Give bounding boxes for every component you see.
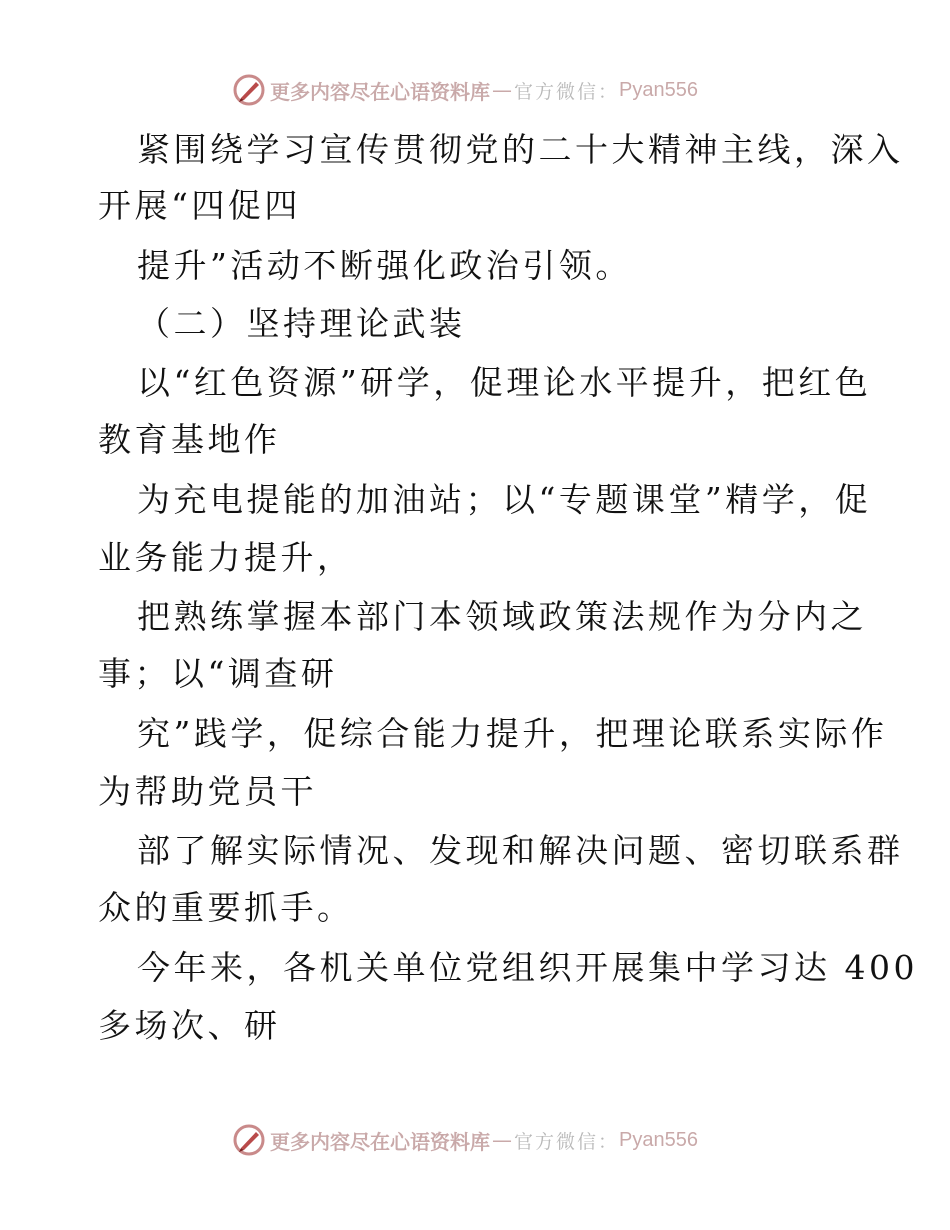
watermark-wechat-id: Pyan556 [619, 1128, 698, 1151]
body-line: 众的重要抓手。 [98, 888, 354, 927]
body-line: 把熟练掌握本部门本领域政策法规作为分内之 [137, 597, 867, 636]
body-line: 紧围绕学习宣传贯彻党的二十大精神主线，深入 [137, 130, 904, 169]
footer-watermark [0, 1120, 950, 1160]
body-line: 多场次、研 [98, 1006, 281, 1045]
body-line: 提升”活动不断强化政治引领。 [137, 246, 632, 285]
pen-logo-icon [232, 73, 266, 107]
watermark-brand: 更多内容尽在心语资料库 [270, 1129, 490, 1154]
watermark-separator: — [492, 78, 512, 102]
watermark-separator: — [492, 1128, 512, 1152]
body-line: 事；以“调查研 [98, 654, 338, 693]
body-line: 为充电提能的加油站；以“专题课堂”精学，促 [137, 480, 872, 519]
watermark-brand: 更多内容尽在心语资料库 [270, 79, 490, 104]
watermark-wechat-id: Pyan556 [619, 78, 698, 101]
body-line: 教育基地作 [98, 420, 281, 459]
body-line: 开展“四促四 [98, 186, 301, 225]
body-line: 究”践学，促综合能力提升，把理论联系实际作 [137, 714, 888, 753]
body-line: 以“红色资源”研学，促理论水平提升，把红色 [137, 363, 872, 402]
body-line: 今年来，各机关单位党组织开展集中学习达 400 [137, 948, 918, 987]
watermark-wechat-label: 官方微信： [514, 80, 620, 103]
header-watermark [0, 70, 950, 110]
body-line: 业务能力提升， [98, 538, 354, 577]
body-line: 部了解实际情况、发现和解决问题、密切联系群 [137, 831, 904, 870]
body-line: 为帮助党员干 [98, 772, 317, 811]
pen-logo-icon [232, 1123, 266, 1157]
section-heading: （二）坚持理论武装 [137, 304, 466, 343]
watermark-wechat-label: 官方微信： [514, 1130, 620, 1153]
